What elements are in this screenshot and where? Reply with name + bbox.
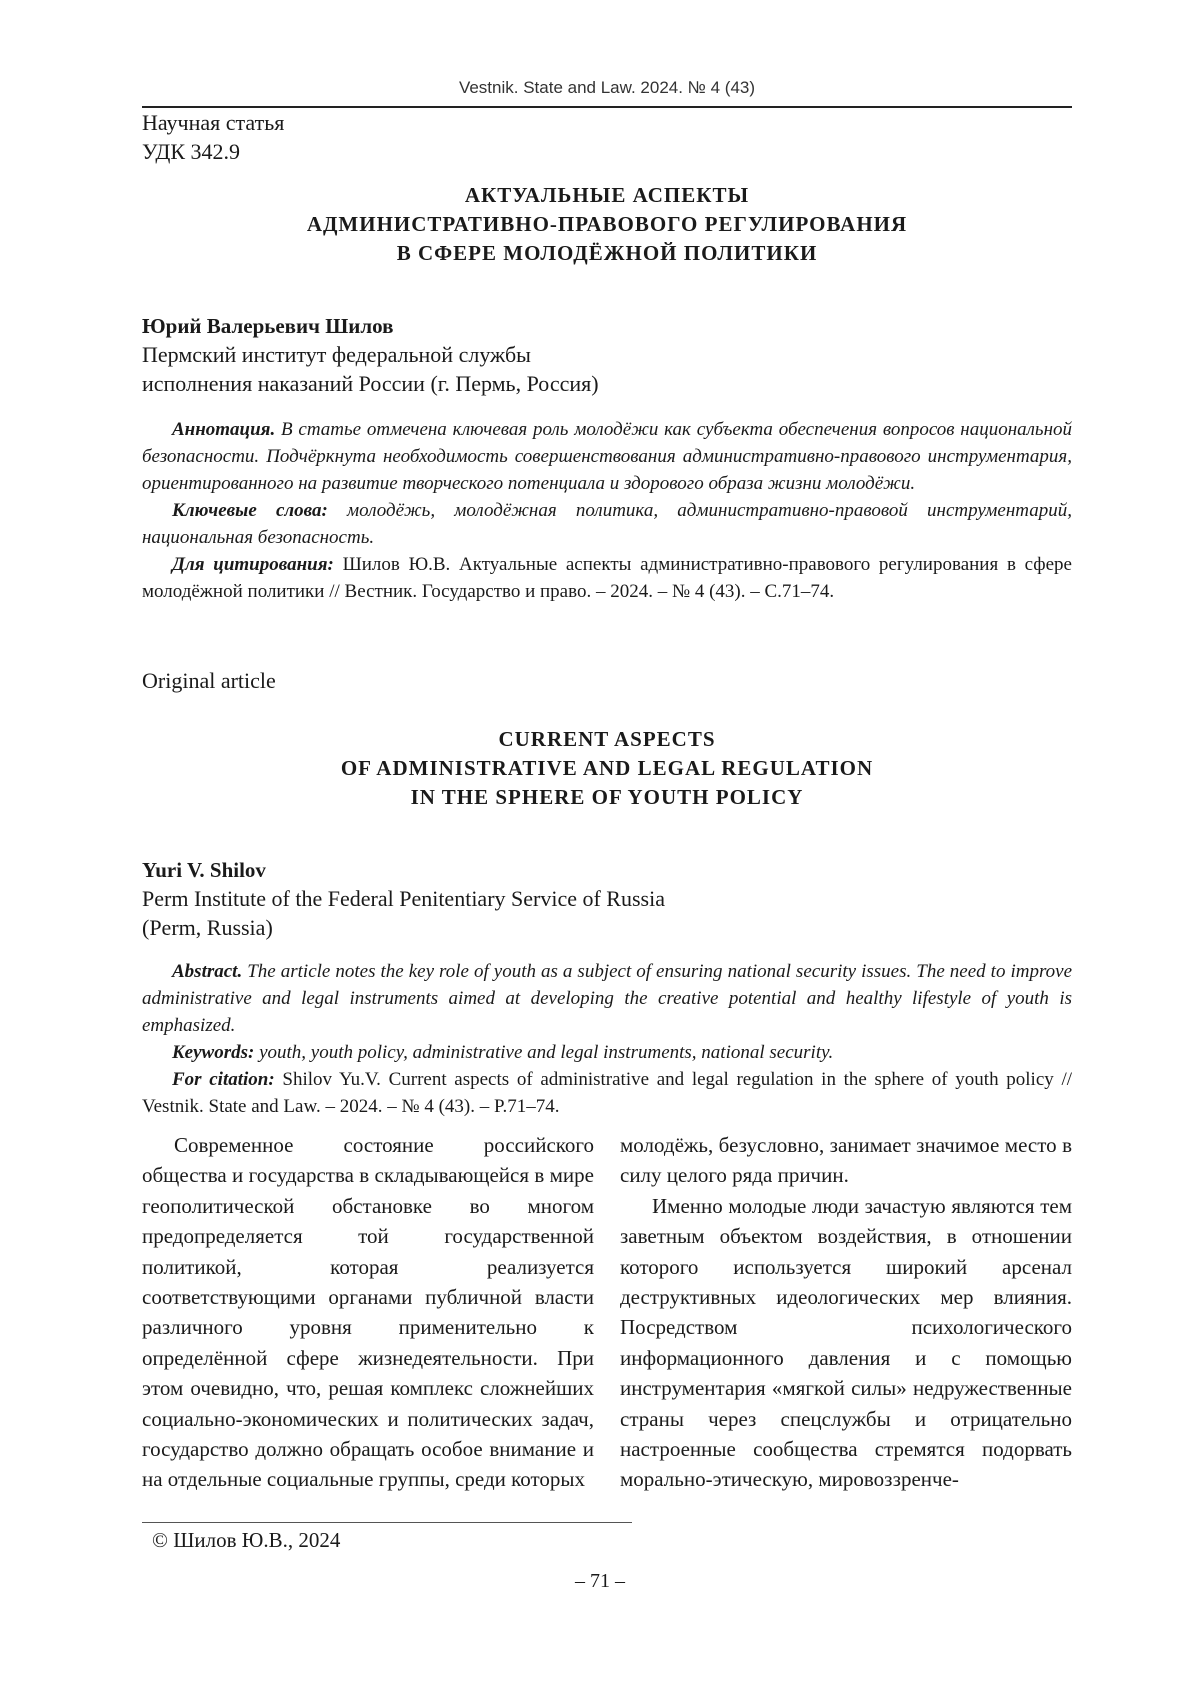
en-title-line-1: CURRENT ASPECTS: [498, 727, 716, 751]
ru-article-type: Научная статья: [142, 110, 285, 135]
ru-abstract-block: [142, 416, 1072, 605]
ru-keywords-text: молодёжь, молодёжная политика, административно-правовой инструментарий, национальная безопасность.: [142, 500, 1072, 548]
ru-udc: УДК 342.9: [142, 139, 241, 164]
en-title-line-2: OF ADMINISTRATIVE AND LEGAL REGULATION: [340, 756, 874, 780]
running-header: Vestnik. State and Law. 2024. № 4 (43): [458, 78, 756, 97]
en-affiliation-line-1: Perm Institute of the Federal Penitentiary Service of Russia: [142, 886, 665, 911]
ru-affiliation-line-2: исполнения наказаний России (г. Пермь, Россия): [142, 371, 599, 396]
ru-citation-text: Шилов Ю.В. Актуальные аспекты административно-правового регулирования в сфере молодёжной политики // Вестник. Государство и право. – 2024. – № 4 (43). – С.71–74.: [142, 554, 1072, 602]
ru-keywords-label: Ключевые слова:: [172, 500, 328, 521]
ru-author-block: [142, 312, 1072, 398]
ru-abstract-label: Аннотация.: [172, 419, 276, 440]
ru-affiliation-line-1: Пермский институт федеральной службы: [142, 342, 531, 367]
body-paragraph: молодёжь, безусловно, занимает значимое место в силу целого ряда причин.: [620, 1133, 1072, 1188]
en-keywords-text: youth, youth policy, administrative and legal instruments, national security.: [259, 1042, 834, 1063]
en-abstract-text: The article notes the key role of youth as a subject of ensuring national security issues. The need to improve administrative and legal instruments aimed at developing the creative potential and healthy lifestyle of youth is emphasized.: [142, 961, 1073, 1036]
body-column-left: [142, 1130, 594, 1495]
copyright-footnote: © Шилов Ю.В., 2024: [152, 1528, 341, 1552]
ru-title-line-1: АКТУАЛЬНЫЕ АСПЕКТЫ: [464, 183, 750, 207]
en-abstract-label: Abstract.: [172, 961, 243, 982]
en-citation-label: For citation:: [172, 1069, 275, 1090]
ru-title-line-3: В СФЕРЕ МОЛОДЁЖНОЙ ПОЛИТИКИ: [396, 241, 818, 265]
en-title: [142, 725, 1072, 812]
en-author: Yuri V. Shilov: [142, 858, 266, 882]
en-abstract-block: [142, 958, 1072, 1120]
ru-title: [142, 181, 1072, 268]
ru-title-line-2: АДМИНИСТРАТИВНО-ПРАВОВОГО РЕГУЛИРОВАНИЯ: [306, 212, 908, 236]
ru-citation-label: Для цитирования:: [172, 554, 334, 575]
ru-abstract-text: В статье отмечена ключевая роль молодёжи как субъекта обеспечения вопросов национальной безопасности. Подчёркнута необходимость совершенствования административно-правового инструментария, ориентированного на развитие творческого потенциала и здорового образа жизни молодёжи.: [142, 419, 1073, 494]
en-author-block: [142, 856, 1072, 942]
body-paragraph: Современное состояние российского общества и государства в складывающейся в мире геополитической обстановке во многом предопределяется той государственной политикой, которая реализуется соответствующими органами публичной власти различного уровня применительно к определённой сфере жизнедеятельности. При этом очевидно, что, решая комплекс сложнейших социально-экономических и политических задач, государство должно обращать особое внимание и на отдельные социальные группы, среди которых: [142, 1133, 594, 1492]
body-column-right: [620, 1130, 1072, 1495]
en-title-line-3: IN THE SPHERE OF YOUTH POLICY: [410, 785, 804, 809]
ru-author: Юрий Валерьевич Шилов: [142, 314, 394, 338]
page-number: – 71 –: [575, 1570, 625, 1592]
en-keywords-label: Keywords:: [172, 1042, 255, 1063]
en-article-type: Original article: [142, 668, 276, 693]
en-affiliation-line-2: (Perm, Russia): [142, 915, 273, 940]
footnote-rule: [142, 1522, 632, 1523]
body-paragraph: Именно молодые люди зачастую являются тем заветным объектом воздействия, в отношении которого используется широкий арсенал деструктивных идеологических мер влияния. Посредством психологического информационного давления и с помощью инструментария «мягкой силы» недружественные страны через спецслужбы и отрицательно настроенные сообщества стремятся подорвать морально-этическую, мировоззренче-: [620, 1193, 1072, 1492]
en-citation-text: Shilov Yu.V. Current aspects of administrative and legal regulation in the sphere of youth policy // Vestnik. State and Law. – 2024. – № 4 (43). – P.71–74.: [142, 1069, 1072, 1117]
